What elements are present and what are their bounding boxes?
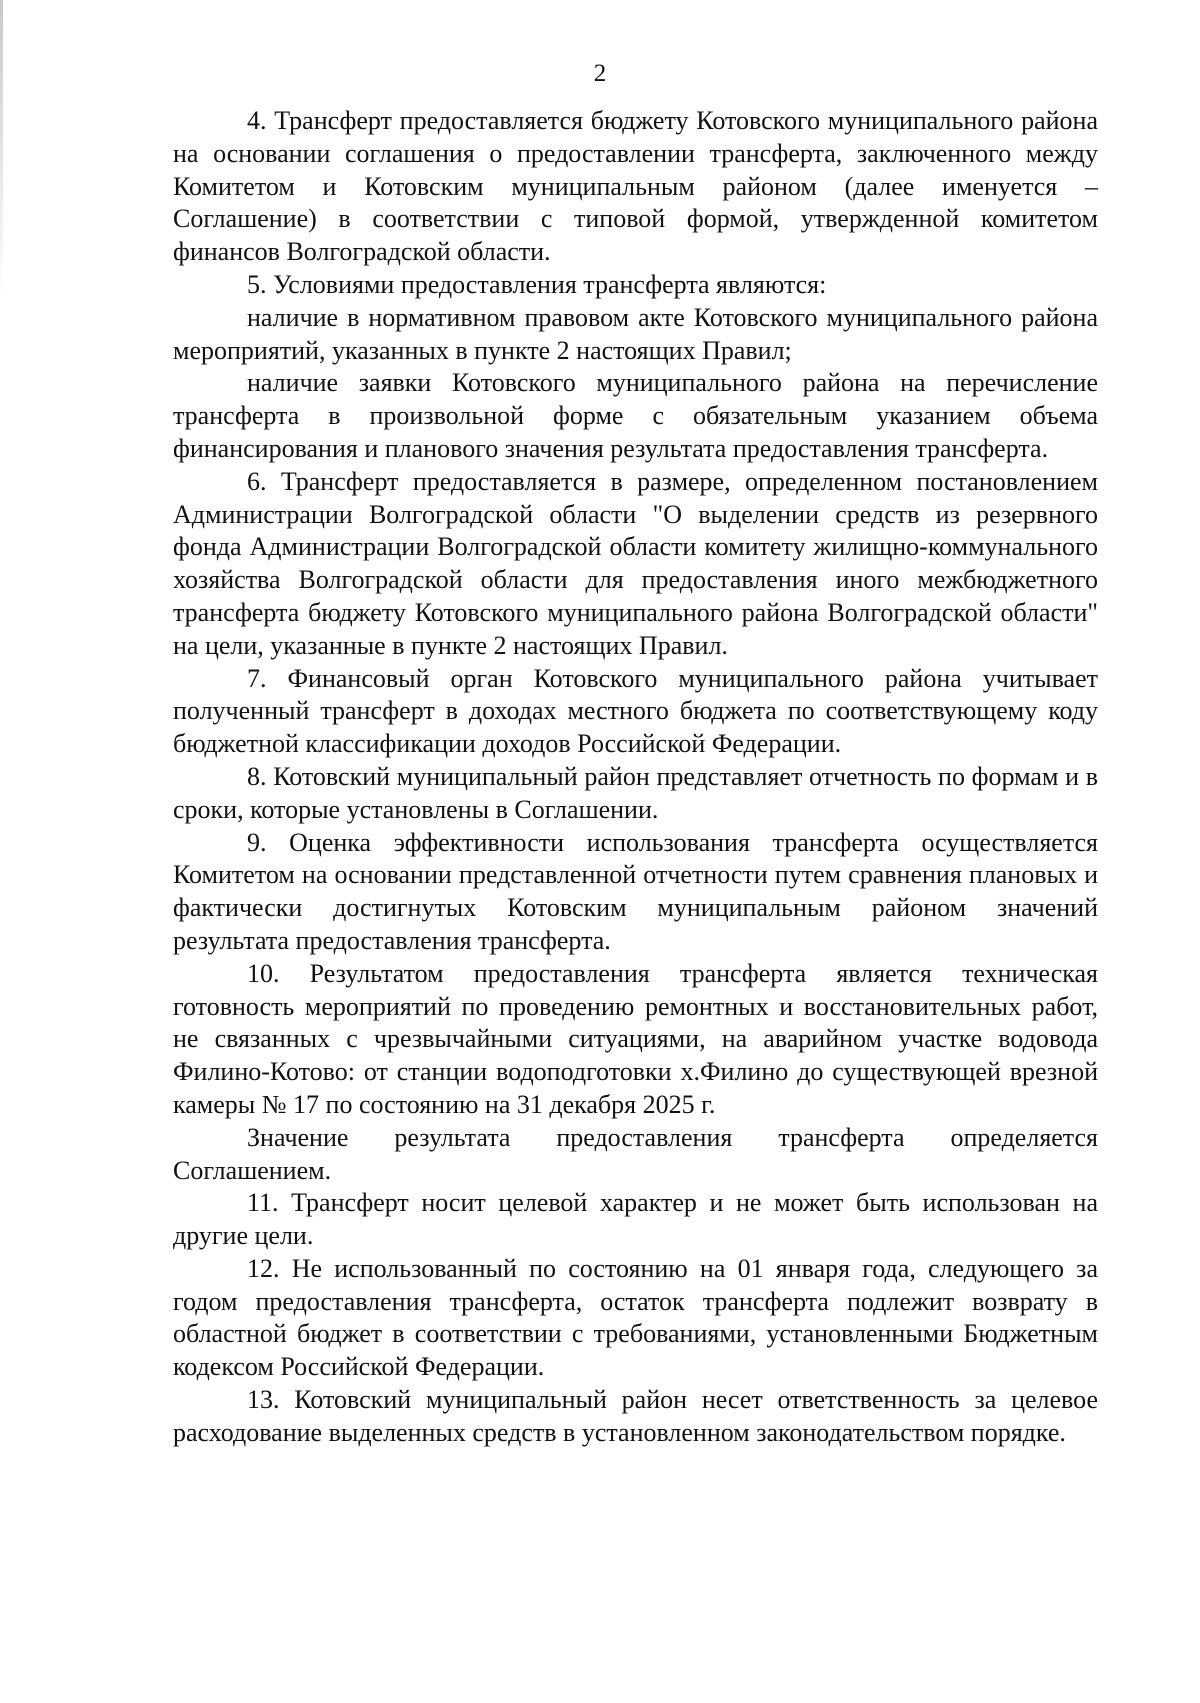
paragraph-5-condition-2: наличие заявки Котовского муниципального района на перечисление трансферта в произвольной форме с обязательным указанием объема финансирования и планового значения результата предоставления трансферта.: [173, 368, 1098, 463]
paragraph-5: 5. Условиями предоставления трансферта являются:: [247, 269, 827, 299]
paragraph-10: 10. Результатом предоставления трансферта является техническая готовность мероприятий по проведению ремонтных и восстановительных работ, не связанных с чрезвычайными ситуациями, на аварийном участке водовода Филино-Котово: от станции водоподготовки х.Филино до существующей врезной камеры № 17 по состоянию на 31 декабря 2025 г.: [173, 958, 1098, 1119]
paragraph-5-condition-1: наличие в нормативном правовом акте Котовского муниципального района мероприятий, указанных в пункте 2 настоящих Правил;: [173, 302, 1098, 365]
document-body: [173, 105, 1098, 1450]
page-number: 2: [593, 60, 607, 87]
paragraph-10-value: Значение результата предоставления трансферта определяется Соглашением.: [173, 1122, 1098, 1185]
paragraph-8: 8. Котовский муниципальный район представляет отчетность по формам и в сроки, которые установлены в Соглашении.: [173, 761, 1098, 824]
paragraph-11: 11. Трансферт носит целевой характер и не может быть использован на другие цели.: [173, 1188, 1098, 1251]
paragraph-4: 4. Трансферт предоставляется бюджету Котовского муниципального района на основании соглашения о предоставлении трансферта, заключенного между Комитетом и Котовским муниципальным районом (далее именуется – Соглашение) в соответствии с типовой формой, утвержденной комитетом финансов Волгоградской области.: [173, 106, 1098, 267]
paragraph-12: 12. Не использованный по состоянию на 01 января года, следующего за годом предоставления трансферта, остаток трансферта подлежит возврату в областной бюджет в соответствии с требованиями, установленными Бюджетным кодексом Российской Федерации.: [173, 1253, 1098, 1382]
scan-edge-shadow: [0, 0, 3, 300]
paragraph-6: 6. Трансферт предоставляется в размере, определенном постановлением Администрации Волгоградской области "О выделении средств из резервного фонда Администрации Волгоградской области комитету жилищно-коммунального хозяйства Волгоградской области для предоставления иного межбюджетного трансферта бюджету Котовского муниципального района Волгоградской области" на цели, указанные в пункте 2 настоящих Правил.: [173, 466, 1098, 660]
paragraph-7: 7. Финансовый орган Котовского муниципального района учитывает полученный трансферт в доходах местного бюджета по соответствующему коду бюджетной классификации доходов Российской Федерации.: [173, 663, 1098, 759]
paragraph-9: 9. Оценка эффективности использования трансферта осуществляется Комитетом на основании представленной отчетности путем сравнения плановых и фактически достигнутых Котовским муниципальным районом значений результата предоставления трансферта.: [173, 827, 1098, 955]
paragraph-13: 13. Котовский муниципальный район несет ответственность за целевое расходование выделенных средств в установленном законодательством порядке.: [173, 1385, 1098, 1447]
